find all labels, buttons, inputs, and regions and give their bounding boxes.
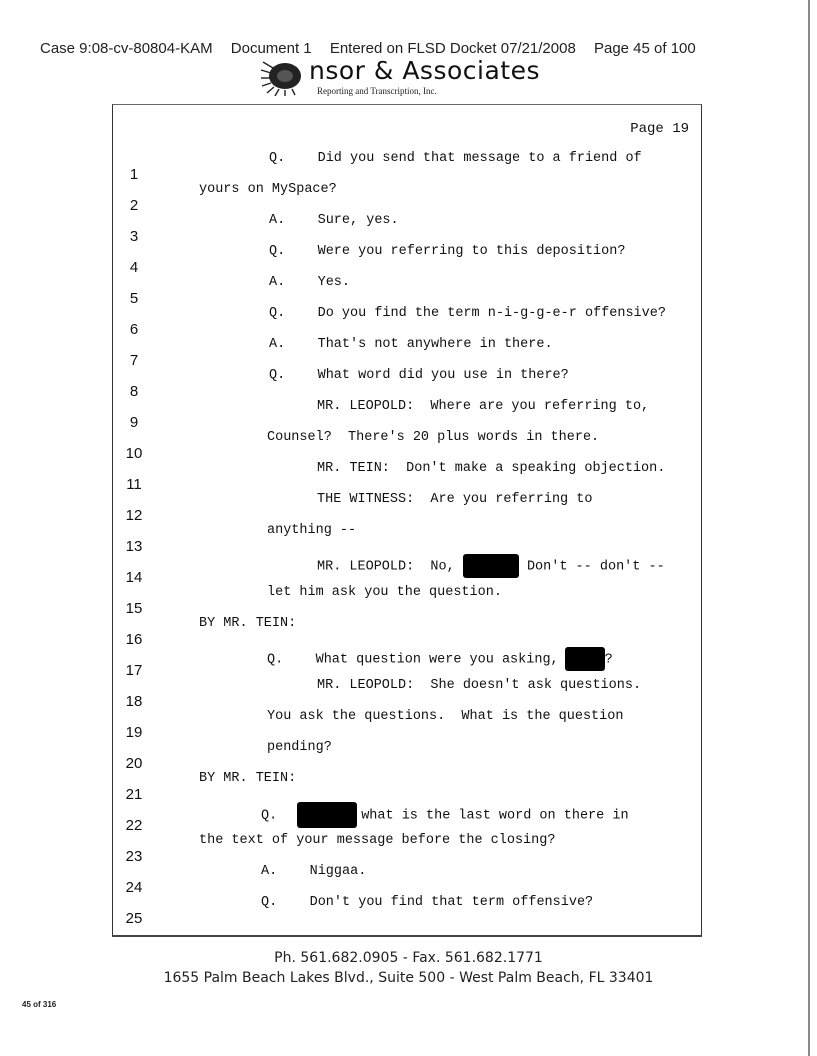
transcript-line <box>113 337 701 369</box>
transcript-line <box>113 244 701 276</box>
transcript-line <box>113 151 701 183</box>
line-number: 20 <box>125 755 143 772</box>
line-number: 18 <box>125 693 143 710</box>
transcript-line <box>113 740 701 772</box>
line-text-part: what is the last word on there in <box>361 808 629 824</box>
line-text: anything -- <box>267 523 357 538</box>
line-text-part: MR. LEOPOLD: No, <box>317 559 455 575</box>
logo-subtitle: Reporting and Transcription, Inc. <box>317 86 437 96</box>
line-number: 25 <box>125 910 143 927</box>
transcript-line <box>113 585 701 617</box>
footer-phone: Ph. 561.682.0905 - Fax. 561.682.1771 <box>274 950 543 966</box>
transcript-line <box>113 864 701 896</box>
footer-address: 1655 Palm Beach Lakes Blvd., Suite 500 - West Palm Beach, FL 33401 <box>163 970 654 986</box>
line-number: 22 <box>125 817 143 834</box>
line-text: BY MR. TEIN: <box>199 616 297 631</box>
redaction-block <box>565 647 605 671</box>
line-number: 11 <box>126 476 142 493</box>
line-text-part: Q. <box>261 808 278 824</box>
line-number: 24 <box>125 879 143 896</box>
line-text: THE WITNESS: Are you referring to <box>317 492 593 507</box>
transcript-line <box>113 802 701 834</box>
line-number: 15 <box>125 600 143 617</box>
line-text: let him ask you the question. <box>267 585 502 600</box>
line-text: Q. What word did you use in there? <box>269 368 569 383</box>
line-text: A. Niggaa. <box>261 864 367 879</box>
line-number: 1 <box>129 166 139 183</box>
transcript-page <box>112 104 702 937</box>
document-number: Document 1 <box>230 40 312 57</box>
docket-page: Page 45 of 100 <box>593 40 696 57</box>
line-text: Q. Did you send that message to a friend of <box>269 151 642 166</box>
page-count: 45 of 316 <box>22 1000 57 1009</box>
transcript-line <box>113 368 701 400</box>
transcript-line <box>113 399 701 431</box>
line-text: MR. TEIN: Don't make a speaking objection. <box>317 461 666 476</box>
logo-name: nsor & Associates <box>309 56 540 85</box>
line-number: 4 <box>129 259 139 276</box>
transcript-line <box>113 554 701 586</box>
transcript-line <box>113 523 701 555</box>
line-text: A. That's not anywhere in there. <box>269 337 553 352</box>
line-text: pending? <box>267 740 332 755</box>
line-text <box>317 554 665 578</box>
line-number: 6 <box>129 321 139 338</box>
line-text-part: Q. What question were you asking, <box>267 652 559 668</box>
line-number: 8 <box>129 383 139 400</box>
transcript-page-number: Page 19 <box>630 121 689 137</box>
line-number: 16 <box>125 631 143 648</box>
line-text <box>261 802 629 828</box>
line-text: Counsel? There's 20 plus words in there. <box>267 430 600 445</box>
line-text: yours on MySpace? <box>199 182 337 197</box>
transcript-line <box>113 678 701 710</box>
transcript-line <box>113 275 701 307</box>
line-number: 5 <box>129 290 139 307</box>
transcript-line <box>113 213 701 245</box>
redaction-block <box>297 802 357 828</box>
line-number: 19 <box>125 724 143 741</box>
docket-header <box>40 40 780 57</box>
transcript-line <box>113 430 701 462</box>
transcript-line <box>113 771 701 803</box>
transcript-line <box>113 461 701 493</box>
line-text: MR. LEOPOLD: She doesn't ask questions. <box>317 678 642 693</box>
line-number: 9 <box>129 414 139 431</box>
line-number: 2 <box>129 197 139 214</box>
transcript-line <box>113 647 701 679</box>
redaction-block <box>463 554 519 578</box>
line-number: 21 <box>125 786 143 803</box>
line-text-part: Don't -- don't -- <box>526 559 665 575</box>
line-text-part: ? <box>604 652 613 668</box>
line-text: BY MR. TEIN: <box>199 771 297 786</box>
docket-entry: Entered on FLSD Docket 07/21/2008 <box>329 40 576 57</box>
line-text: Q. Do you find the term n-i-g-g-e-r offensive? <box>269 306 666 321</box>
line-number: 10 <box>125 445 143 462</box>
transcript-line <box>113 833 701 865</box>
transcript-line <box>113 895 701 927</box>
line-text: MR. LEOPOLD: Where are you referring to, <box>317 399 650 414</box>
transcript-line <box>113 306 701 338</box>
case-number: Case 9:08-cv-80804-KAM <box>40 40 213 57</box>
line-number: 13 <box>125 538 143 555</box>
line-number: 7 <box>129 352 139 369</box>
line-number: 14 <box>125 569 143 586</box>
line-number: 17 <box>125 662 143 679</box>
reporter-logo <box>255 56 555 102</box>
line-number: 23 <box>125 848 143 865</box>
line-text: A. Yes. <box>269 275 351 290</box>
line-number: 12 <box>125 507 143 524</box>
line-text <box>267 647 613 671</box>
line-text: the text of your message before the closing? <box>199 833 556 848</box>
transcript-line <box>113 182 701 214</box>
line-text: You ask the questions. What is the question <box>267 709 624 724</box>
page-edge-divider <box>808 0 810 1056</box>
line-number: 3 <box>129 228 139 245</box>
line-text: Q. Were you referring to this deposition? <box>269 244 626 259</box>
line-text: Q. Don't you find that term offensive? <box>261 895 594 910</box>
logo-emblem-icon <box>259 56 307 96</box>
transcript-line <box>113 616 701 648</box>
line-text: A. Sure, yes. <box>269 213 399 228</box>
transcript-line <box>113 492 701 524</box>
transcript-line <box>113 709 701 741</box>
